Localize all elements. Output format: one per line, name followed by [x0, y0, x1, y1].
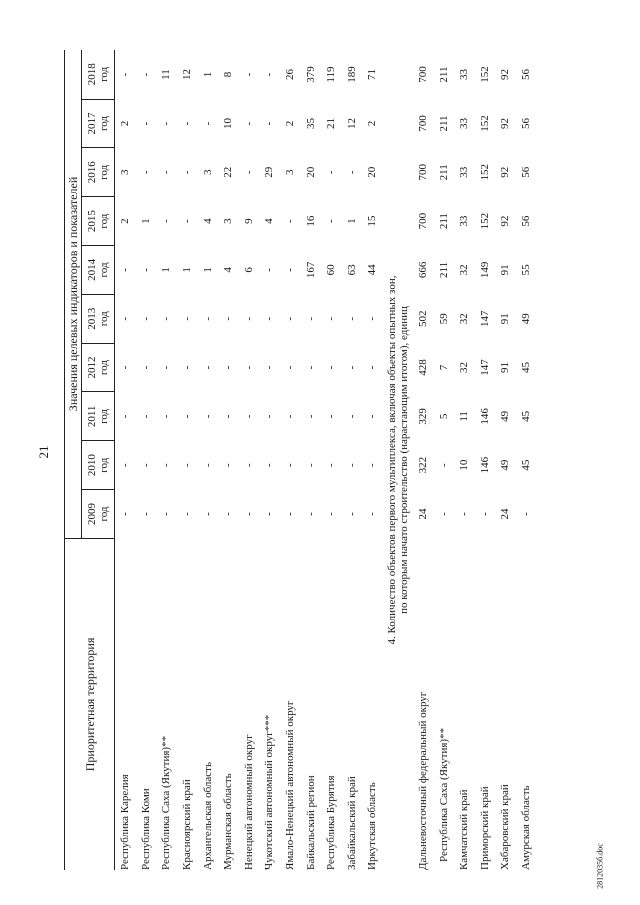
table-row	[495, 50, 516, 870]
value-cell: -	[345, 414, 358, 419]
value-cell: -	[519, 512, 532, 516]
value-cell: 92	[499, 215, 512, 227]
table-row	[475, 50, 496, 870]
value-cell: 92	[499, 166, 512, 178]
territory-name: Байкальский регион	[304, 775, 317, 870]
indicators-group-header: Значения целевых индикаторов и показателей	[65, 50, 82, 538]
value-cell: -	[139, 463, 152, 468]
value-cell: -	[160, 463, 173, 468]
value-cell: 4	[263, 218, 276, 224]
value-cell: 1	[201, 71, 214, 78]
year-unit: год	[98, 506, 110, 522]
value-cell: -	[222, 365, 235, 370]
territory-name: Амурская область	[519, 785, 532, 870]
value-cell: 55	[519, 264, 532, 276]
value-cell: -	[139, 512, 152, 516]
value-cell: -	[478, 512, 491, 516]
value-cell: 379	[304, 66, 317, 83]
value-cell: -	[181, 316, 194, 321]
year-header	[82, 197, 115, 246]
year-label: 2018	[86, 63, 98, 86]
value-cell: 6	[242, 267, 255, 273]
value-cell: 10	[458, 459, 471, 471]
value-cell: -	[437, 512, 450, 516]
value-cell: -	[160, 170, 173, 175]
table-row	[321, 50, 342, 870]
value-cell: 152	[478, 164, 491, 181]
year-unit: год	[98, 311, 110, 327]
value-cell: -	[345, 170, 358, 175]
value-cell: -	[325, 170, 338, 175]
value-cell: 2	[119, 120, 132, 127]
year-unit: год	[98, 164, 110, 180]
value-cell: 4	[201, 218, 214, 224]
value-cell: -	[222, 512, 235, 516]
value-cell: -	[304, 365, 317, 370]
value-cell: 56	[519, 166, 532, 178]
year-label: 2012	[86, 356, 98, 379]
value-cell: 71	[366, 69, 379, 81]
value-cell: -	[366, 463, 379, 468]
value-cell: -	[263, 463, 276, 468]
value-cell: 91	[499, 313, 512, 325]
year-unit: год	[98, 408, 110, 424]
table-row	[197, 50, 218, 870]
value-cell: 189	[345, 66, 358, 83]
value-cell: -	[119, 316, 132, 321]
value-cell: -	[139, 170, 152, 175]
year-unit: год	[98, 457, 110, 473]
value-cell: 502	[417, 310, 430, 327]
year-label: 2010	[86, 454, 98, 477]
value-cell: 56	[519, 117, 532, 129]
value-cell: -	[222, 316, 235, 321]
value-cell: -	[284, 268, 297, 272]
value-cell: 16	[304, 215, 317, 227]
territory-name: Забайкальский край	[345, 776, 358, 870]
table-row	[413, 50, 434, 870]
value-cell: -	[181, 121, 194, 126]
value-cell: 21	[325, 117, 338, 129]
value-cell: 2	[366, 120, 379, 127]
value-cell: 33	[458, 215, 471, 227]
value-cell: -	[201, 512, 214, 516]
value-cell: -	[201, 463, 214, 468]
value-cell: -	[242, 512, 255, 516]
value-cell: -	[284, 414, 297, 419]
value-cell: 700	[417, 66, 430, 83]
value-cell: -	[263, 316, 276, 321]
value-cell: 4	[222, 267, 235, 273]
year-label: 2013	[86, 307, 98, 330]
table-row	[454, 50, 475, 870]
value-cell: -	[139, 365, 152, 370]
value-cell: 32	[458, 362, 471, 374]
year-header	[82, 99, 115, 148]
value-cell: 11	[160, 69, 173, 80]
table-row	[259, 50, 280, 870]
value-cell: -	[242, 365, 255, 370]
value-cell: -	[284, 365, 297, 370]
value-cell: 152	[478, 115, 491, 132]
value-cell: -	[325, 463, 338, 468]
territory-name: Республика Саха (Якутия)**	[437, 727, 450, 862]
value-cell: 33	[458, 166, 471, 178]
section-title-line-2: по которым начато строительство (нарастающим итогом), единиц	[397, 306, 410, 614]
value-cell: -	[160, 365, 173, 370]
territory-name: Камчатский край	[458, 789, 471, 870]
value-cell: -	[366, 316, 379, 321]
value-cell: -	[325, 414, 338, 419]
value-cell: 5	[437, 413, 450, 420]
year-unit: год	[98, 213, 110, 229]
value-cell: -	[366, 512, 379, 516]
value-cell: 24	[499, 508, 512, 520]
value-cell: 45	[519, 362, 532, 374]
document-filename: 2812035б.doc	[595, 843, 605, 889]
year-header	[82, 343, 115, 392]
value-cell: 20	[366, 166, 379, 178]
value-cell: -	[437, 463, 450, 468]
value-cell: 56	[519, 69, 532, 81]
table-row	[115, 50, 136, 870]
table-row	[177, 50, 198, 870]
value-cell: 147	[478, 359, 491, 376]
value-cell: 167	[304, 261, 317, 279]
value-cell: 1	[139, 218, 152, 224]
value-cell: 1	[345, 218, 358, 224]
year-label: 2015	[86, 210, 98, 233]
value-cell: -	[119, 463, 132, 468]
value-cell: -	[201, 365, 214, 370]
value-cell: 8	[222, 71, 235, 78]
value-cell: 49	[499, 459, 512, 471]
value-cell: -	[284, 512, 297, 516]
value-cell: -	[325, 219, 338, 223]
value-cell: -	[263, 121, 276, 126]
value-cell: -	[345, 316, 358, 321]
value-cell: -	[458, 512, 471, 516]
value-cell: 146	[478, 456, 491, 474]
value-cell: 24	[417, 508, 430, 520]
value-cell: 9	[242, 218, 255, 224]
year-header	[82, 148, 115, 197]
value-cell: 329	[417, 408, 430, 425]
value-cell: -	[201, 316, 214, 321]
territory-name: Республика Карелия	[119, 774, 132, 870]
table-row	[218, 50, 239, 870]
value-cell: 35	[304, 117, 317, 129]
value-cell: 1	[201, 267, 214, 273]
value-cell: 11	[458, 411, 471, 422]
value-cell: -	[181, 512, 194, 516]
territory-name: Архангельская область	[201, 762, 214, 870]
value-cell: -	[181, 170, 194, 175]
value-cell: 60	[325, 264, 338, 276]
value-cell: -	[263, 414, 276, 419]
value-cell: -	[366, 365, 379, 370]
value-cell: -	[139, 121, 152, 126]
table-row	[433, 50, 454, 870]
value-cell: 59	[437, 313, 450, 325]
value-cell: 211	[437, 213, 450, 230]
value-cell: 3	[222, 218, 235, 224]
value-cell: 152	[478, 212, 491, 230]
indicators-table	[64, 50, 536, 870]
value-cell: -	[242, 72, 255, 77]
territory-name: Мурманская область	[222, 773, 235, 870]
value-cell: 152	[478, 66, 491, 83]
value-cell: -	[181, 219, 194, 223]
value-cell: 146	[478, 408, 491, 425]
territory-name: Ненецкий автономный округ	[242, 734, 255, 870]
year-header	[82, 392, 115, 441]
table-row	[280, 50, 301, 870]
value-cell: 666	[417, 261, 430, 279]
value-cell: -	[345, 512, 358, 516]
table-body-a	[115, 50, 383, 870]
value-cell: 119	[325, 66, 338, 83]
year-label: 2011	[86, 405, 98, 428]
value-cell: 33	[458, 69, 471, 81]
value-cell: 700	[417, 164, 430, 181]
value-cell: 149	[478, 261, 491, 279]
value-cell: 15	[366, 215, 379, 227]
territory-name: Ямало-Ненецкий автономный округ	[284, 700, 297, 870]
value-cell: 32	[458, 313, 471, 325]
table-row	[342, 50, 363, 870]
territory-header: Приоритетная территория	[65, 538, 115, 870]
value-cell: -	[139, 72, 152, 77]
value-cell: -	[160, 219, 173, 223]
year-header	[82, 294, 115, 343]
year-unit: год	[98, 262, 110, 278]
year-header	[82, 246, 115, 295]
value-cell: 44	[366, 264, 379, 276]
value-cell: 49	[499, 410, 512, 422]
value-cell: 700	[417, 115, 430, 132]
value-cell: 211	[437, 66, 450, 83]
section-title	[383, 50, 413, 870]
value-cell: 428	[417, 359, 430, 376]
value-cell: 12	[345, 117, 358, 129]
value-cell: -	[160, 316, 173, 321]
value-cell: -	[304, 463, 317, 468]
value-cell: -	[181, 414, 194, 419]
year-unit: год	[98, 66, 110, 82]
value-cell: -	[242, 170, 255, 175]
value-cell: -	[160, 512, 173, 516]
table-row	[300, 50, 321, 870]
value-cell: 3	[119, 169, 132, 176]
value-cell: 3	[284, 169, 297, 176]
year-unit: год	[98, 115, 110, 131]
territory-name: Иркутская область	[366, 782, 379, 870]
territory-name: Красноярский край	[181, 779, 194, 870]
value-cell: -	[222, 414, 235, 419]
value-cell: 1	[181, 267, 194, 273]
value-cell: 91	[499, 264, 512, 276]
value-cell: -	[284, 463, 297, 468]
value-cell: 12	[181, 69, 194, 81]
value-cell: -	[263, 512, 276, 516]
section-title-line-1: 4. Количество объектов первого мультиплекса, включая объекты опытных зон,	[385, 275, 398, 645]
value-cell: -	[242, 463, 255, 468]
table-row	[362, 50, 383, 870]
value-cell: 49	[519, 313, 532, 325]
value-cell: -	[139, 316, 152, 321]
value-cell: -	[325, 365, 338, 370]
value-cell: 45	[519, 459, 532, 471]
value-cell: -	[284, 219, 297, 223]
value-cell: -	[304, 316, 317, 321]
value-cell: -	[160, 414, 173, 419]
table-row	[239, 50, 260, 870]
value-cell: -	[139, 268, 152, 272]
value-cell: 20	[304, 166, 317, 178]
table-row	[156, 50, 177, 870]
year-label: 2009	[86, 502, 98, 525]
value-cell: 56	[519, 215, 532, 227]
territory-name: Республика Бурятия	[325, 775, 338, 870]
value-cell: -	[119, 365, 132, 370]
value-cell: -	[119, 512, 132, 516]
value-cell: 2	[284, 120, 297, 127]
value-cell: 10	[222, 117, 235, 129]
value-cell: 3	[201, 169, 214, 176]
value-cell: 22	[222, 166, 235, 178]
value-cell: 92	[499, 69, 512, 81]
table-body-b	[413, 50, 537, 870]
value-cell: -	[366, 414, 379, 419]
value-cell: -	[242, 316, 255, 321]
value-cell: -	[263, 365, 276, 370]
year-header	[82, 50, 115, 99]
year-label: 2014	[86, 258, 98, 281]
year-label: 2017	[86, 112, 98, 135]
value-cell: -	[119, 414, 132, 419]
territory-name: Дальневосточный федеральный округ	[417, 691, 430, 870]
value-cell: 1	[160, 267, 173, 273]
year-header	[82, 490, 115, 539]
year-header	[82, 441, 115, 490]
value-cell: 26	[284, 69, 297, 81]
value-cell: -	[242, 414, 255, 419]
year-unit: год	[98, 360, 110, 376]
value-cell: 63	[345, 264, 358, 276]
section-header	[383, 50, 413, 870]
value-cell: -	[222, 463, 235, 468]
territory-name: Чукотский автономный округ***	[263, 714, 276, 870]
value-cell: -	[345, 463, 358, 468]
value-cell: -	[284, 316, 297, 321]
year-label: 2016	[86, 161, 98, 184]
value-cell: -	[119, 72, 132, 77]
value-cell: 700	[417, 212, 430, 230]
value-cell: 322	[417, 456, 430, 474]
value-cell: 45	[519, 410, 532, 422]
value-cell: -	[201, 414, 214, 419]
value-cell: -	[181, 365, 194, 370]
value-cell: -	[263, 72, 276, 77]
value-cell: -	[345, 365, 358, 370]
value-cell: 211	[437, 164, 450, 181]
territory-name: Приморский край	[478, 786, 491, 870]
value-cell: 33	[458, 117, 471, 129]
value-cell: -	[201, 121, 214, 126]
value-cell: -	[325, 512, 338, 516]
value-cell: 92	[499, 117, 512, 129]
territory-name: Республика Саха (Якутия)**	[160, 735, 173, 870]
page-number: 21	[36, 445, 51, 459]
value-cell: 211	[437, 261, 450, 278]
value-cell: -	[304, 512, 317, 516]
value-cell: -	[119, 268, 132, 272]
value-cell: -	[181, 463, 194, 468]
value-cell: -	[263, 268, 276, 272]
value-cell: 2	[119, 218, 132, 224]
value-cell: 91	[499, 362, 512, 374]
value-cell: -	[325, 316, 338, 321]
value-cell: -	[139, 414, 152, 419]
value-cell: -	[160, 121, 173, 126]
table-row	[136, 50, 157, 870]
territory-name: Хабаровский край	[499, 784, 512, 870]
territory-name: Республика Коми	[139, 788, 152, 870]
value-cell: 147	[478, 310, 491, 327]
value-cell: 29	[263, 166, 276, 178]
value-cell: 7	[437, 364, 450, 371]
rotated-table-area	[64, 50, 624, 870]
value-cell: -	[242, 121, 255, 126]
value-cell: -	[304, 414, 317, 419]
value-cell: 32	[458, 264, 471, 276]
value-cell: 211	[437, 115, 450, 132]
table-row	[516, 50, 537, 870]
